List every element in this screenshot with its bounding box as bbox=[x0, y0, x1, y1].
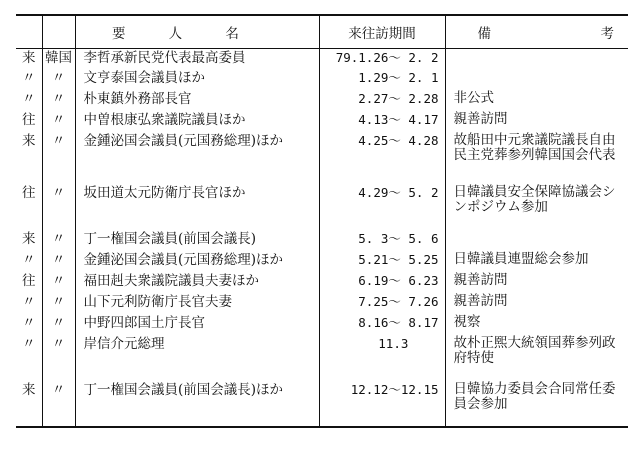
note-cell: 親善訪問 bbox=[445, 293, 628, 314]
note-cell: 日韓協力委員会合同常任委員会参加 bbox=[445, 381, 628, 427]
direction-cell: 〃 bbox=[22, 294, 36, 310]
name-cell: 文亨泰国会議員ほか bbox=[75, 69, 319, 90]
table-row bbox=[16, 90, 628, 111]
note-cell: 非公式 bbox=[445, 90, 628, 111]
direction-cell: 〃 bbox=[22, 315, 36, 331]
table-row bbox=[16, 335, 628, 381]
country-cell: 〃 bbox=[42, 90, 75, 111]
table-row bbox=[16, 272, 628, 293]
note-cell bbox=[445, 69, 628, 90]
table-row bbox=[16, 251, 628, 272]
header-note-left: 備 bbox=[477, 25, 491, 42]
name-cell: 中曽根康弘衆議院議員ほか bbox=[75, 111, 319, 132]
period-cell: 79.1.26～ 2. 2 bbox=[319, 48, 445, 69]
period-cell: 6.19～ 6.23 bbox=[319, 272, 445, 293]
direction-cell: 往 bbox=[22, 112, 36, 128]
table-row bbox=[16, 48, 628, 69]
period-cell: 1.29～ 2. 1 bbox=[319, 69, 445, 90]
country-cell: 〃 bbox=[42, 293, 75, 314]
note-cell: 日韓議員連盟総会参加 bbox=[445, 251, 628, 272]
note-cell: 故船田中元衆議院議長自由民主党葬参列韓国国会代表 bbox=[445, 132, 628, 184]
name-cell: 金鍾泌国会議員(元国務総理)ほか bbox=[75, 251, 319, 272]
direction-cell: 〃 bbox=[22, 70, 36, 86]
direction-cell: 来 bbox=[16, 381, 42, 427]
country-cell: 〃 bbox=[42, 69, 75, 90]
direction-cell: 来 bbox=[22, 49, 36, 66]
period-cell: 2.27～ 2.28 bbox=[319, 90, 445, 111]
country-cell: 〃 bbox=[42, 132, 75, 184]
country-cell: 〃 bbox=[42, 111, 75, 132]
visit-table bbox=[16, 14, 628, 428]
note-cell: 親善訪問 bbox=[445, 272, 628, 293]
period-cell: 4.13～ 4.17 bbox=[319, 111, 445, 132]
header-direction bbox=[16, 15, 42, 48]
note-cell: 親善訪問 bbox=[445, 111, 628, 132]
direction-cell: 〃 bbox=[22, 336, 36, 352]
header-country bbox=[42, 15, 75, 48]
period-cell: 8.16～ 8.17 bbox=[319, 314, 445, 335]
table-row bbox=[16, 111, 628, 132]
table-row bbox=[16, 314, 628, 335]
country-cell: 〃 bbox=[42, 381, 75, 427]
name-cell: 中野四郎国土庁長官 bbox=[75, 314, 319, 335]
header-name-label: 要人名 bbox=[111, 25, 283, 42]
country-cell: 〃 bbox=[42, 230, 75, 251]
period-cell: 4.25～ 4.28 bbox=[319, 132, 445, 184]
period-cell: 4.29～ 5. 2 bbox=[319, 184, 445, 230]
table-row bbox=[16, 132, 628, 184]
table-row bbox=[16, 184, 628, 230]
direction-cell: 〃 bbox=[22, 252, 36, 268]
direction-cell: 往 bbox=[22, 273, 36, 289]
header-name bbox=[75, 15, 319, 48]
note-cell: 視察 bbox=[445, 314, 628, 335]
name-cell: 坂田道太元防衛庁長官ほか bbox=[75, 184, 319, 230]
table-header-row bbox=[16, 15, 628, 48]
table-row bbox=[16, 230, 628, 251]
name-cell: 朴東鎮外務部長官 bbox=[75, 90, 319, 111]
name-cell: 丁一権国会議員(前国会議長)ほか bbox=[75, 381, 319, 427]
country-cell: 〃 bbox=[42, 272, 75, 293]
country-cell: 〃 bbox=[42, 314, 75, 335]
direction-cell: 来 bbox=[22, 133, 36, 149]
period-cell: 5. 3～ 5. 6 bbox=[319, 230, 445, 251]
header-note bbox=[445, 15, 628, 48]
name-cell: 山下元利防衛庁長官夫妻 bbox=[75, 293, 319, 314]
country-cell: 韓国 bbox=[42, 48, 75, 69]
note-cell: 故朴正煕大統領国葬参列政府特使 bbox=[445, 335, 628, 381]
note-cell bbox=[445, 48, 628, 69]
name-cell: 福田赳夫衆議院議員夫妻ほか bbox=[75, 272, 319, 293]
table-row bbox=[16, 293, 628, 314]
name-cell: 李哲承新民党代表最高委員 bbox=[75, 48, 319, 69]
header-note-right: 考 bbox=[600, 25, 614, 42]
header-period: 来往訪期間 bbox=[319, 15, 445, 48]
name-cell: 丁一権国会議員(前国会議長) bbox=[75, 230, 319, 251]
table-row bbox=[16, 381, 628, 427]
country-cell: 〃 bbox=[42, 184, 75, 230]
period-cell: 7.25～ 7.26 bbox=[319, 293, 445, 314]
country-cell: 〃 bbox=[42, 335, 75, 381]
country-cell: 〃 bbox=[42, 251, 75, 272]
direction-cell: 〃 bbox=[22, 91, 36, 107]
period-cell: 5.21～ 5.25 bbox=[319, 251, 445, 272]
table-row bbox=[16, 69, 628, 90]
note-cell bbox=[445, 230, 628, 251]
period-cell: 12.12～12.15 bbox=[319, 381, 445, 427]
direction-cell: 往 bbox=[22, 185, 36, 201]
name-cell: 金鍾泌国会議員(元国務総理)ほか bbox=[75, 132, 319, 184]
period-cell: 11.3 bbox=[319, 335, 445, 381]
direction-cell: 来 bbox=[22, 231, 36, 247]
name-cell: 岸信介元総理 bbox=[75, 335, 319, 381]
note-cell: 日韓議員安全保障協議会シンポジウム参加 bbox=[445, 184, 628, 230]
